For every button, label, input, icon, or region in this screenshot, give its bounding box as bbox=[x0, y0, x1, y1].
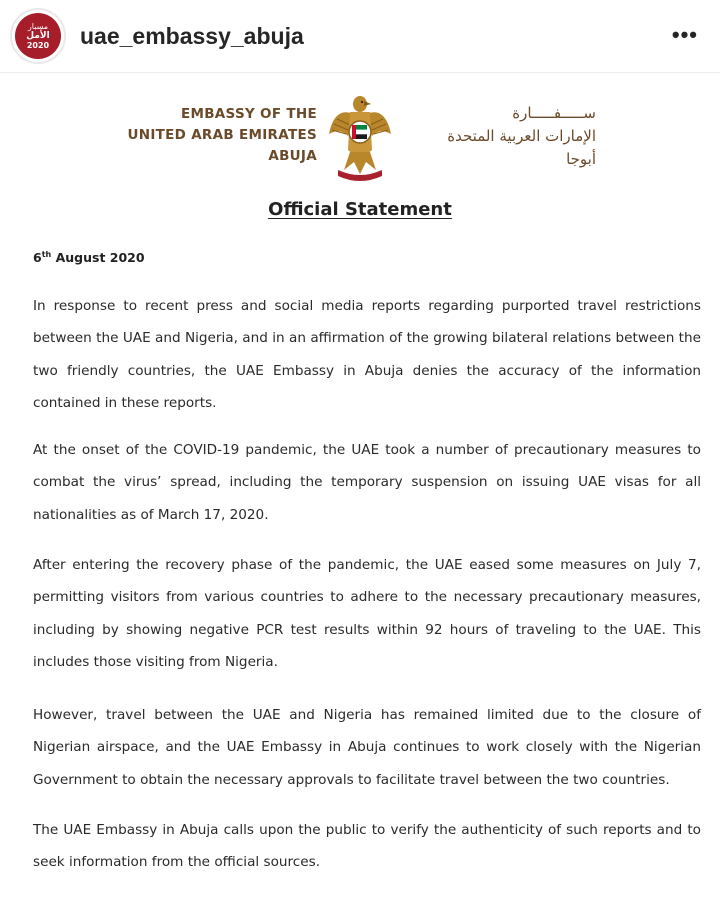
post-header bbox=[0, 0, 720, 73]
letterhead-arabic bbox=[406, 102, 596, 171]
letterhead-english bbox=[127, 104, 317, 167]
statement-paragraph: In response to recent press and social media reports regarding purported travel restrictions between the UAE and Nigeria, and in an affirmation of the growing bilateral relations between the two friendly countries, the UAE Embassy in Abuja denies the accuracy of the information contained in these reports. bbox=[33, 298, 701, 411]
date-month-year: August 2020 bbox=[51, 250, 145, 266]
avatar-year: 2020 bbox=[26, 40, 50, 50]
letterhead-arabic-line1: ســـــفـــــارة bbox=[512, 104, 596, 122]
letterhead-english-line3: ABUJA bbox=[268, 148, 317, 164]
avatar-text-mid: الأمل bbox=[26, 30, 50, 41]
date-day: 6 bbox=[33, 250, 42, 266]
avatar-text-top: مسبار bbox=[27, 21, 49, 31]
statement-paragraph: At the onset of the COVID-19 pandemic, the UAE took a number of precautionary measures to combat the virus’ spread, including the temporary suspension on issuing UAE visas for all nationalities as of March 17, 2020. bbox=[33, 442, 701, 523]
letterhead-arabic-line3: أبوجا bbox=[566, 150, 596, 168]
embassy-letterhead bbox=[0, 88, 720, 188]
more-options-icon[interactable]: ••• bbox=[671, 22, 698, 47]
document-date bbox=[33, 250, 145, 265]
avatar-hope-probe-logo bbox=[15, 13, 61, 59]
uae-falcon-emblem-icon bbox=[326, 90, 394, 184]
date-suffix: th bbox=[41, 250, 52, 259]
letterhead-english-line1: EMBASSY OF THE bbox=[180, 106, 317, 122]
statement-paragraph: However, travel between the UAE and Nigeria has remained limited due to the closure of Nigerian airspace, and the UAE Embassy in Abuja continues to work closely with the Nigerian Government to obtain the necessary approvals to facilitate travel between the two countries. bbox=[33, 707, 701, 788]
username-link[interactable]: uae_embassy_abuja bbox=[80, 22, 304, 49]
statement-paragraph: After entering the recovery phase of the pandemic, the UAE eased some measures on July 7, permitting visitors from various countries to adhere to the necessary precautionary measures, including by showing negative PCR test results within 92 hours of traveling to the UAE. This includes those visiting from Nigeria. bbox=[33, 557, 701, 670]
statement-paragraph: The UAE Embassy in Abuja calls upon the public to verify the authenticity of such reports and to seek information from the official sources. bbox=[33, 822, 701, 871]
document-title: Official Statement bbox=[268, 199, 452, 220]
profile-avatar[interactable] bbox=[10, 8, 66, 64]
letterhead-english-line2: UNITED ARAB EMIRATES bbox=[127, 127, 317, 143]
letterhead-arabic-line2: الإمارات العربية المتحدة bbox=[447, 127, 596, 145]
